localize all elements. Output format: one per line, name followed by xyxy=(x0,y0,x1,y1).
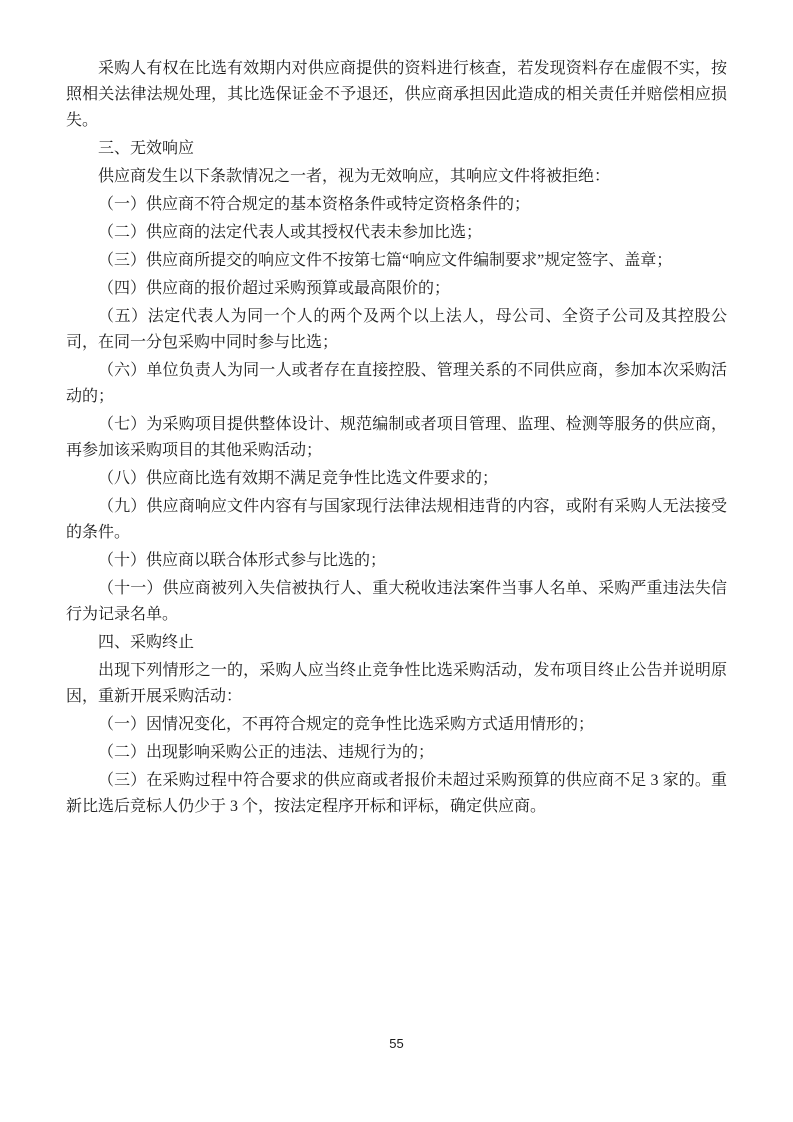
section-heading-procurement-termination: 四、采购终止 xyxy=(98,634,195,651)
list-item-invalid-11: （十一）供应商被列入失信被执行人、重大税收违法案件当事人名单、采购严重违法失信行为记录名单。 xyxy=(66,580,727,623)
list-item-invalid-8: （八）供应商比选有效期不满足竞争性比选文件要求的； xyxy=(98,470,499,487)
section-heading-invalid-response: 三、无效响应 xyxy=(98,140,195,157)
list-item-termination-3: （三）在采购过程中符合要求的供应商或者报价未超过采购预算的供应商不足 3 家的。重新比选后竞标人仍少于 3 个，按法定程序开标和评标，确定供应商。 xyxy=(66,772,727,815)
list-item-invalid-3: （三）供应商所提交的响应文件不按第七篇“响应文件编制要求”规定签字、盖章； xyxy=(98,252,673,269)
paragraph-invalid-response-intro: 供应商发生以下条款情况之一者，视为无效响应，其响应文件将被拒绝： xyxy=(98,168,611,185)
list-item-invalid-4: （四）供应商的报价超过采购预算或最高限价的； xyxy=(98,280,451,297)
list-item-invalid-7: （七）为采购项目提供整体设计、规范编制或者项目管理、监理、检测等服务的供应商，再参加该采购项目的其他采购活动； xyxy=(66,416,727,459)
list-item-invalid-10: （十）供应商以联合体形式参与比选的； xyxy=(98,552,387,569)
list-item-termination-1: （一）因情况变化，不再符合规定的竞争性比选采购方式适用情形的； xyxy=(98,716,595,733)
list-item-invalid-2: （二）供应商的法定代表人或其授权代表未参加比选； xyxy=(98,224,483,241)
page-number: 55 xyxy=(389,1036,404,1051)
list-item-termination-2: （二）出现影响采购公正的违法、违规行为的； xyxy=(98,744,435,761)
list-item-invalid-5: （五）法定代表人为同一个人的两个及两个以上法人，母公司、全资子公司及其控股公司，在同一分包采购中同时参与比选； xyxy=(66,308,727,351)
paragraph-termination-intro: 出现下列情形之一的，采购人应当终止竞争性比选采购活动，发布项目终止公告并说明原因，重新开展采购活动： xyxy=(66,662,727,705)
paragraph-verification-clause: 采购人有权在比选有效期内对供应商提供的资料进行核查，若发现资料存在虚假不实，按照相关法律法规处理，其比选保证金不予退还，供应商承担因此造成的相关责任并赔偿相应损失。 xyxy=(66,60,727,129)
list-item-invalid-9: （九）供应商响应文件内容有与国家现行法律法规相违背的内容，或附有采购人无法接受的条件。 xyxy=(66,498,727,541)
list-item-invalid-6: （六）单位负责人为同一人或者存在直接控股、管理关系的不同供应商，参加本次采购活动的； xyxy=(66,362,727,405)
list-item-invalid-1: （一）供应商不符合规定的基本资格条件或特定资格条件的； xyxy=(98,196,531,213)
document-body xyxy=(66,56,727,822)
